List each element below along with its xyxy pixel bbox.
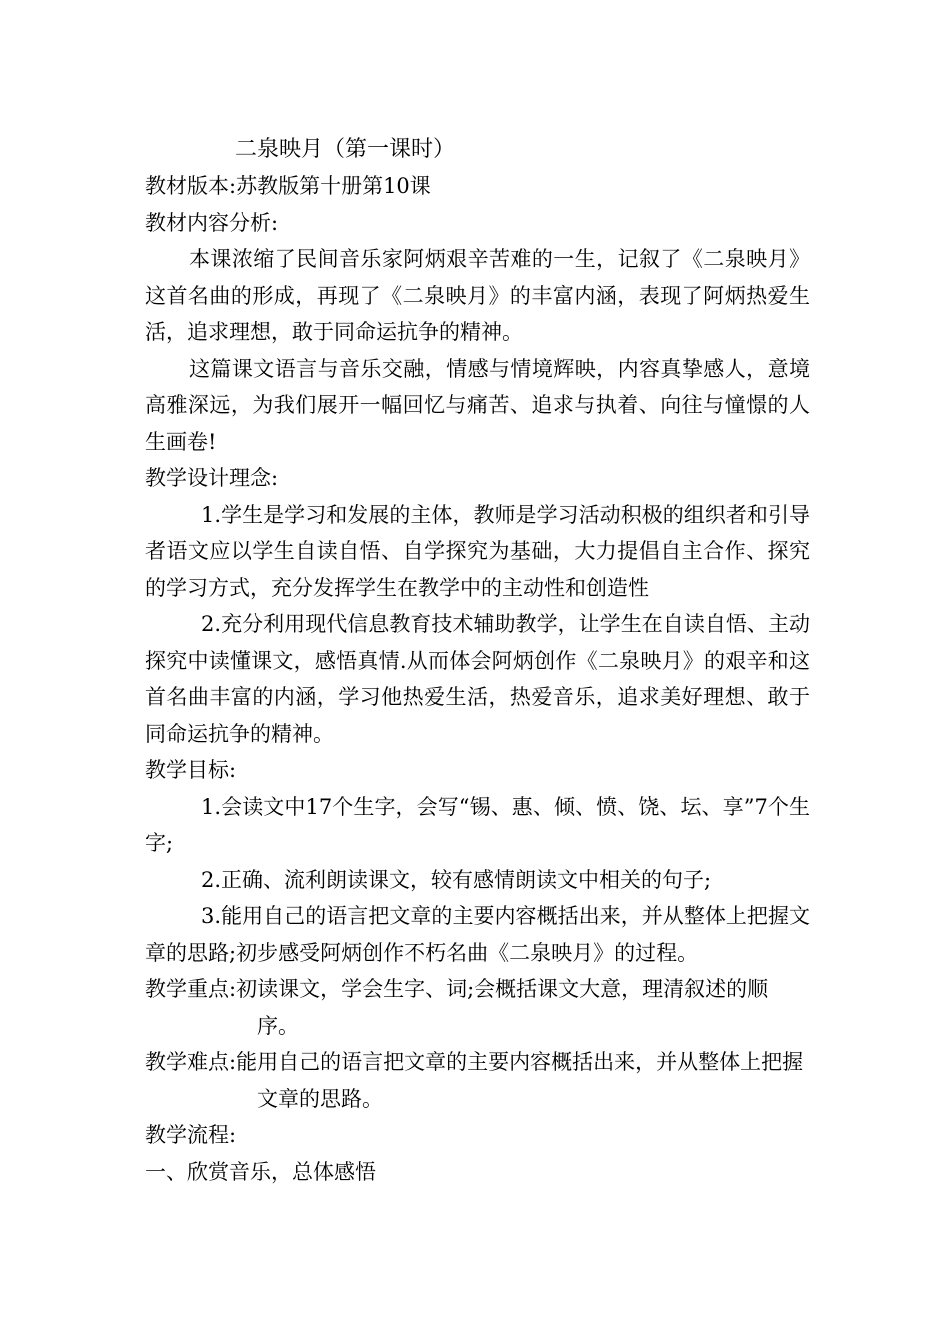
- content-analysis-paragraph-1: 本课浓缩了民间音乐家阿炳艰辛苦难的一生，记叙了《二泉映月》这首名曲的形成，再现了《二泉映月》的丰富内涵，表现了阿炳热爱生活，追求理想，敢于同命运抗争的精神。: [145, 247, 810, 344]
- design-paragraph-1: 1.学生是学习和发展的主体，教师是学习活动积极的组织者和引导者语文应以学生自读自悟、自学探究为基础，大力提倡自主合作、探究的学习方式，充分发挥学生在教学中的主动性和创造性: [145, 502, 810, 600]
- document-body: [145, 132, 810, 1190]
- goal-item-3: 3.能用自己的语言把文章的主要内容概括出来，并从整体上把握文章的思路;初步感受阿炳创作不朽名曲《二泉映月》的过程。: [145, 904, 810, 965]
- document-title: 二泉映月（第一课时）: [235, 137, 456, 162]
- content-analysis-heading: 教材内容分析:: [145, 210, 279, 235]
- edition-line: 教材版本:苏教版第十册第10课: [145, 174, 431, 198]
- design-paragraph-2: 2.充分利用现代信息教育技术辅助教学，让学生在自读自悟、主动探究中读懂课文，感悟真情.从而体会阿炳创作《二泉映月》的艰辛和这首名曲丰富的内涵，学习他热爱生活，热爱音乐，追求美好理想、敢于同命运抗争的精神。: [145, 612, 810, 746]
- process-heading: 教学流程:: [145, 1123, 237, 1147]
- goals-heading: 教学目标:: [145, 758, 237, 782]
- key-point: 教学重点:初读课文，学会生字、词;会概括课文大意，理清叙述的顺序。: [145, 977, 769, 1038]
- difficult-point: 教学难点:能用自己的语言把文章的主要内容概括出来，并从整体上把握文章的思路。: [145, 1050, 804, 1111]
- process-step-1: 一、欣赏音乐，总体感悟: [145, 1159, 376, 1184]
- design-heading: 教学设计理念:: [145, 466, 279, 490]
- goal-item-1: 1.会读文中17个生字，会写“锡、惠、倾、愤、饶、坛、享”7个生字;: [145, 794, 810, 855]
- goal-item-2: 2.正确、流利朗读课文，较有感情朗读文中相关的句子;: [201, 867, 712, 892]
- content-analysis-paragraph-2: 这篇课文语言与音乐交融，情感与情境辉映，内容真挚感人，意境高雅深远，为我们展开一幅回忆与痛苦、追求与执着、向往与憧憬的人生画卷!: [145, 356, 810, 454]
